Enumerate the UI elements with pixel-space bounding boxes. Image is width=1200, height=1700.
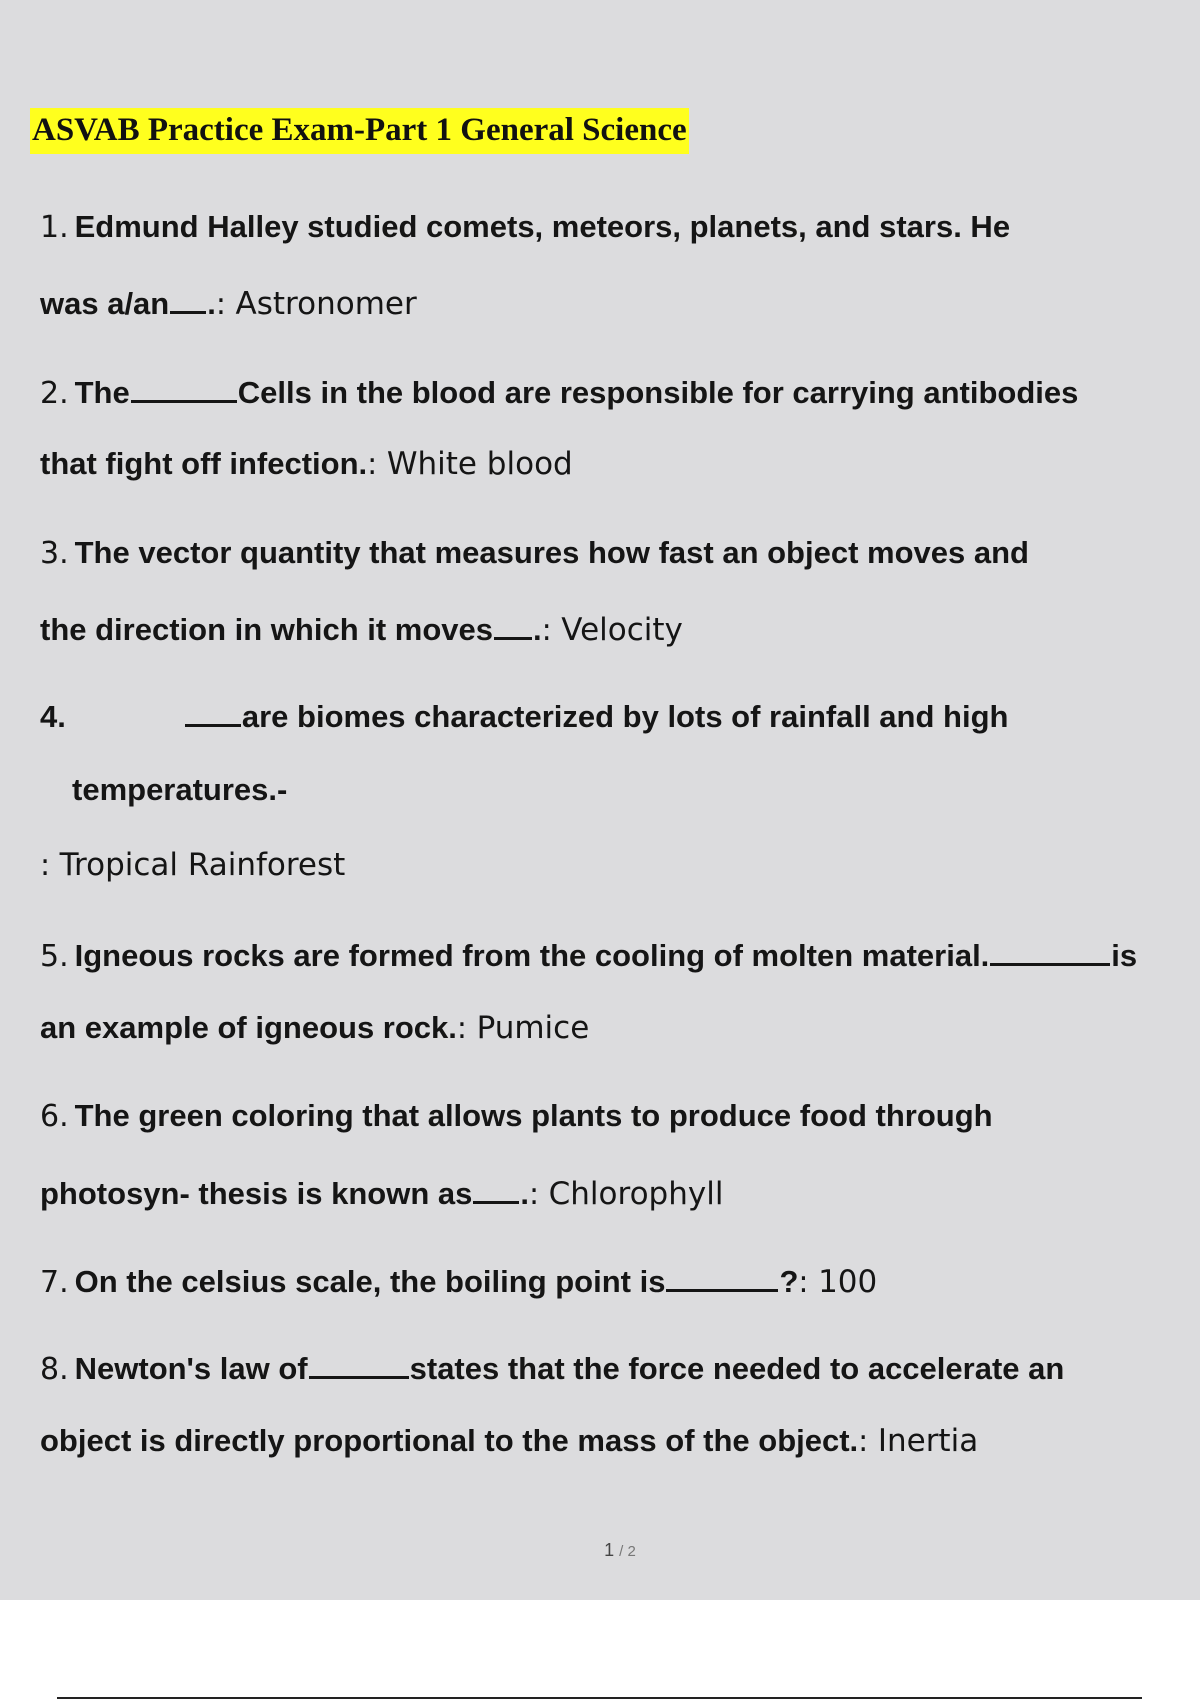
question-8-text-end: states that the force needed to accelerate an xyxy=(409,1351,1065,1386)
question-1-number: 1. xyxy=(40,210,69,245)
question-7-answer: 100 xyxy=(818,1264,878,1300)
question-4-answer: Tropical Rainforest xyxy=(59,847,346,883)
current-page: 1 xyxy=(604,1540,615,1560)
page-indicator xyxy=(0,1540,1200,1561)
question-8-text: Newton's law of xyxy=(74,1351,308,1386)
question-6-text-end: . xyxy=(520,1176,529,1211)
question-6-line-1 xyxy=(40,1096,993,1137)
question-6-answer: Chlorophyll xyxy=(548,1176,724,1212)
question-4-text-cont: temperatures.- xyxy=(72,772,288,807)
answer-separator: : xyxy=(858,1424,878,1459)
next-page-divider xyxy=(57,1697,1142,1699)
question-2-number: 2. xyxy=(40,376,69,411)
question-3-line-2 xyxy=(40,607,683,651)
question-4-text: are biomes characterized by lots of rainfall and high xyxy=(241,699,1009,734)
question-8-line-1 xyxy=(40,1346,1064,1390)
question-4-line-1 xyxy=(40,694,1008,737)
question-3-number: 3. xyxy=(40,536,69,571)
question-8-line-2 xyxy=(40,1421,978,1462)
question-6-number: 6. xyxy=(40,1099,69,1134)
answer-separator: : xyxy=(456,1011,477,1046)
answer-separator: : xyxy=(367,447,387,482)
question-4-line-3 xyxy=(40,845,345,886)
answer-separator: : xyxy=(541,613,562,648)
answer-blank xyxy=(309,1346,409,1379)
question-2-text: Cells in the blood are responsible for carrying antibodies xyxy=(237,375,1079,410)
answer-separator: : xyxy=(798,1265,819,1300)
answer-blank xyxy=(666,1259,778,1292)
question-5-text-end: is xyxy=(1111,938,1138,973)
question-2-text-start: The xyxy=(74,375,130,410)
answer-separator: : xyxy=(215,287,236,322)
question-5-line-1 xyxy=(40,933,1137,977)
question-1-text-end: . xyxy=(207,286,216,321)
question-7-text-end: ? xyxy=(779,1264,799,1299)
answer-blank xyxy=(990,933,1110,966)
question-3-line-1 xyxy=(40,533,1029,574)
question-7-line-1 xyxy=(40,1259,877,1303)
answer-separator: : xyxy=(528,1177,549,1212)
question-5-text: Igneous rocks are formed from the cooling of molten material. xyxy=(74,938,990,973)
total-pages: / 2 xyxy=(619,1543,636,1560)
question-1-text-cont: was a/an xyxy=(40,286,170,321)
question-2-text-cont: that fight off infection. xyxy=(40,446,368,481)
question-5-answer: Pumice xyxy=(476,1010,590,1046)
question-1-line-2 xyxy=(40,281,417,325)
question-1-line-1 xyxy=(40,207,1010,248)
question-4-number: 4. xyxy=(40,699,66,734)
question-3-answer: Velocity xyxy=(561,612,683,648)
question-1-text: Edmund Halley studied comets, meteors, planets, and stars. He xyxy=(74,209,1011,244)
answer-separator: : xyxy=(40,848,60,883)
question-7-text: On the celsius scale, the boiling point is xyxy=(74,1264,666,1299)
question-2-answer: White blood xyxy=(386,446,573,482)
answer-blank xyxy=(131,370,237,403)
question-7-number: 7. xyxy=(40,1265,69,1300)
answer-blank xyxy=(473,1171,519,1204)
question-8-text-cont: object is directly proportional to the mass of the object. xyxy=(40,1423,859,1458)
question-8-answer: Inertia xyxy=(877,1423,979,1459)
answer-blank xyxy=(185,694,241,727)
question-4-line-2 xyxy=(72,770,287,810)
question-5-line-2 xyxy=(40,1008,589,1049)
question-6-text: The green coloring that allows plants to produce food through xyxy=(74,1098,993,1133)
question-2-line-2 xyxy=(40,444,573,485)
question-3-text: The vector quantity that measures how fast an object moves and xyxy=(74,535,1029,570)
answer-blank xyxy=(170,281,206,314)
question-1-answer: Astronomer xyxy=(235,286,417,322)
question-6-text-cont: photosyn- thesis is known as xyxy=(40,1176,473,1211)
question-8-number: 8. xyxy=(40,1352,69,1387)
question-2-line-1 xyxy=(40,370,1078,414)
question-3-text-cont: the direction in which it moves xyxy=(40,612,494,647)
question-5-text-cont: an example of igneous rock. xyxy=(40,1010,457,1045)
question-6-line-2 xyxy=(40,1171,723,1215)
question-5-number: 5. xyxy=(40,939,69,974)
document-title: ASVAB Practice Exam-Part 1 General Science xyxy=(30,108,689,154)
answer-blank xyxy=(494,607,532,640)
question-3-text-end: . xyxy=(533,612,542,647)
